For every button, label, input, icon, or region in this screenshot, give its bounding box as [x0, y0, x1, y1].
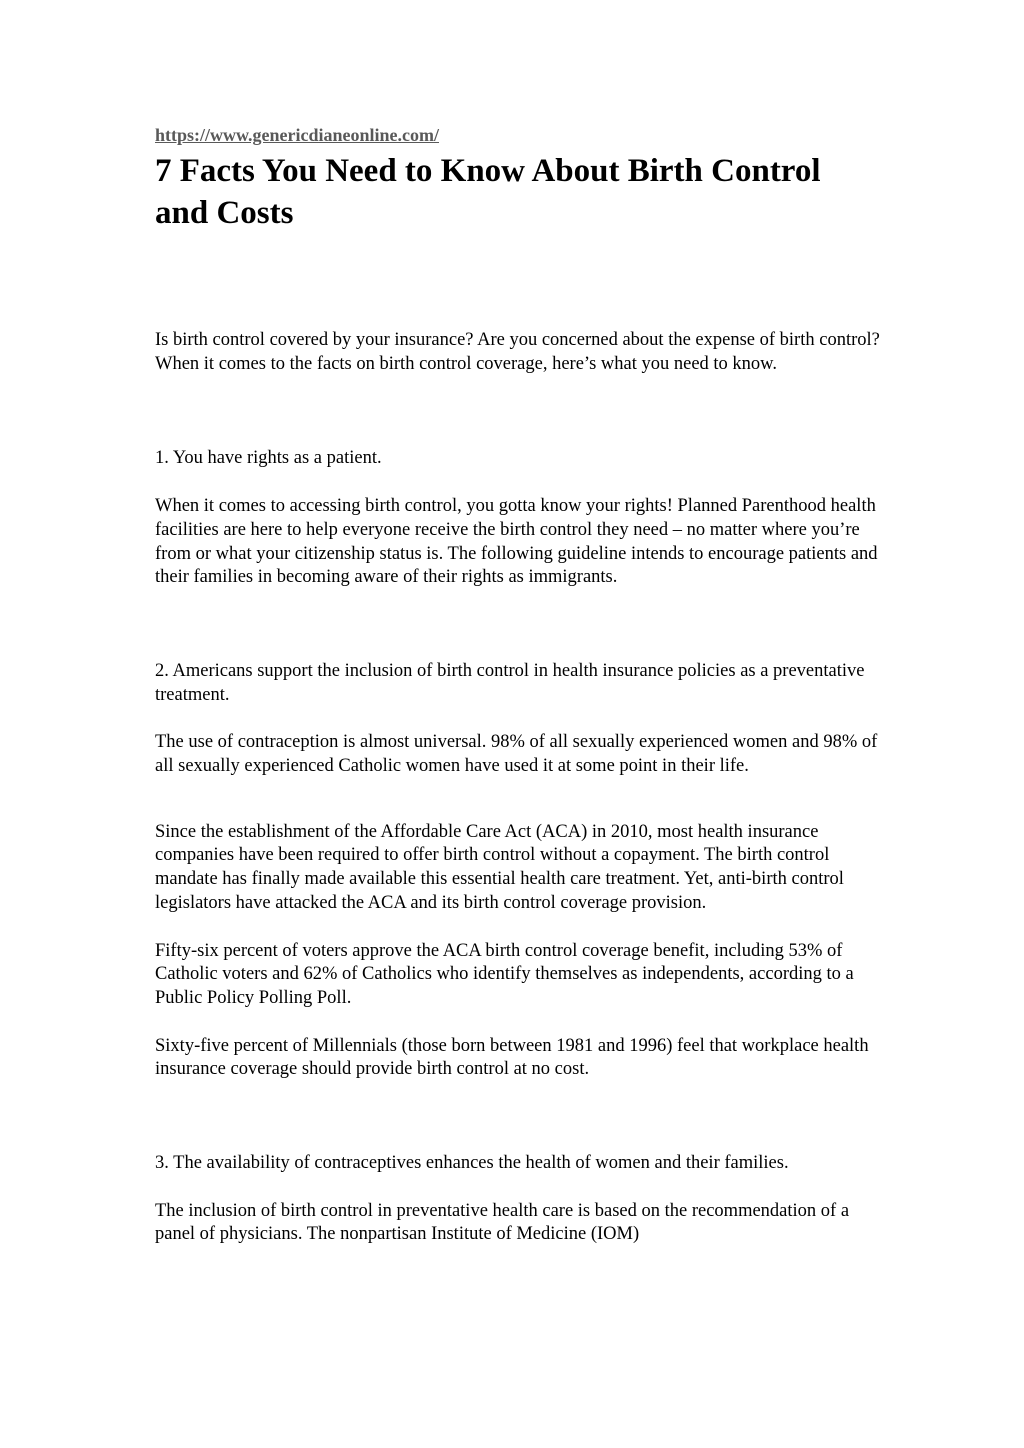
source-url-link[interactable]: https://www.genericdianeonline.com/ [155, 125, 439, 145]
spacer [155, 1082, 880, 1152]
intro-paragraph: Is birth control covered by your insurance? Are you concerned about the expense of birth control? When it comes to the facts on birth control coverage, here’s what you need to know. [155, 330, 880, 374]
spacer [155, 376, 880, 447]
spacer [155, 707, 880, 731]
spacer [155, 1011, 880, 1035]
fact-2-paragraph: The use of contraception is almost universal. 98% of all sexually experienced women and 98% of all sexually experienced Catholic women have used it at some point in their life. [155, 732, 878, 777]
spacer [155, 590, 880, 660]
fact-2-paragraph: Sixty-five percent of Millennials (those born between 1981 and 1996) feel that workplace health insurance coverage should provide birth control at no cost. [155, 1035, 869, 1080]
fact-3-body: The inclusion of birth control in preventative health care is based on the recommendation of a panel of physicians. The nonpartisan Institute of Medicine (IOM) [155, 1200, 850, 1245]
fact-2-paragraph: Since the establishment of the Affordable Care Act (ACA) in 2010, most health insurance companies have been required to offer birth control without a copayment. The birth control mandate has finally made available this essential health care treatment. Yet, anti-birth control legislators have attacked the ACA and its birth control coverage provision. [155, 821, 844, 913]
spacer [155, 234, 880, 329]
spacer [155, 916, 880, 940]
spacer [155, 779, 880, 821]
fact-2-paragraph: Fifty-six percent of voters approve the ACA birth control coverage benefit, including 53% of Catholic voters and 62% of Catholics who identify themselves as independents, according to a Public Policy Polling Poll. [155, 940, 854, 1008]
fact-3-heading: 3. The availability of contraceptives enhances the health of women and their families. [155, 1153, 789, 1174]
fact-1-body: When it comes to accessing birth control, you gotta know your rights! Planned Parenthood health facilities are here to help everyone receive the birth control they need – no matter where you’re from or what your citizenship status is. The following guideline intends to encourage patients and their families in becoming aware of their rights as immigrants. [155, 496, 878, 588]
spacer [155, 471, 880, 495]
document-page [155, 124, 880, 1247]
fact-1-heading: 1. You have rights as a patient. [155, 448, 382, 469]
article-title: 7 Facts You Need to Know About Birth Control and Costs [155, 153, 821, 231]
fact-2-heading: 2. Americans support the inclusion of birth control in health insurance policies as a preventative treatment. [155, 660, 865, 705]
spacer [155, 1176, 880, 1200]
